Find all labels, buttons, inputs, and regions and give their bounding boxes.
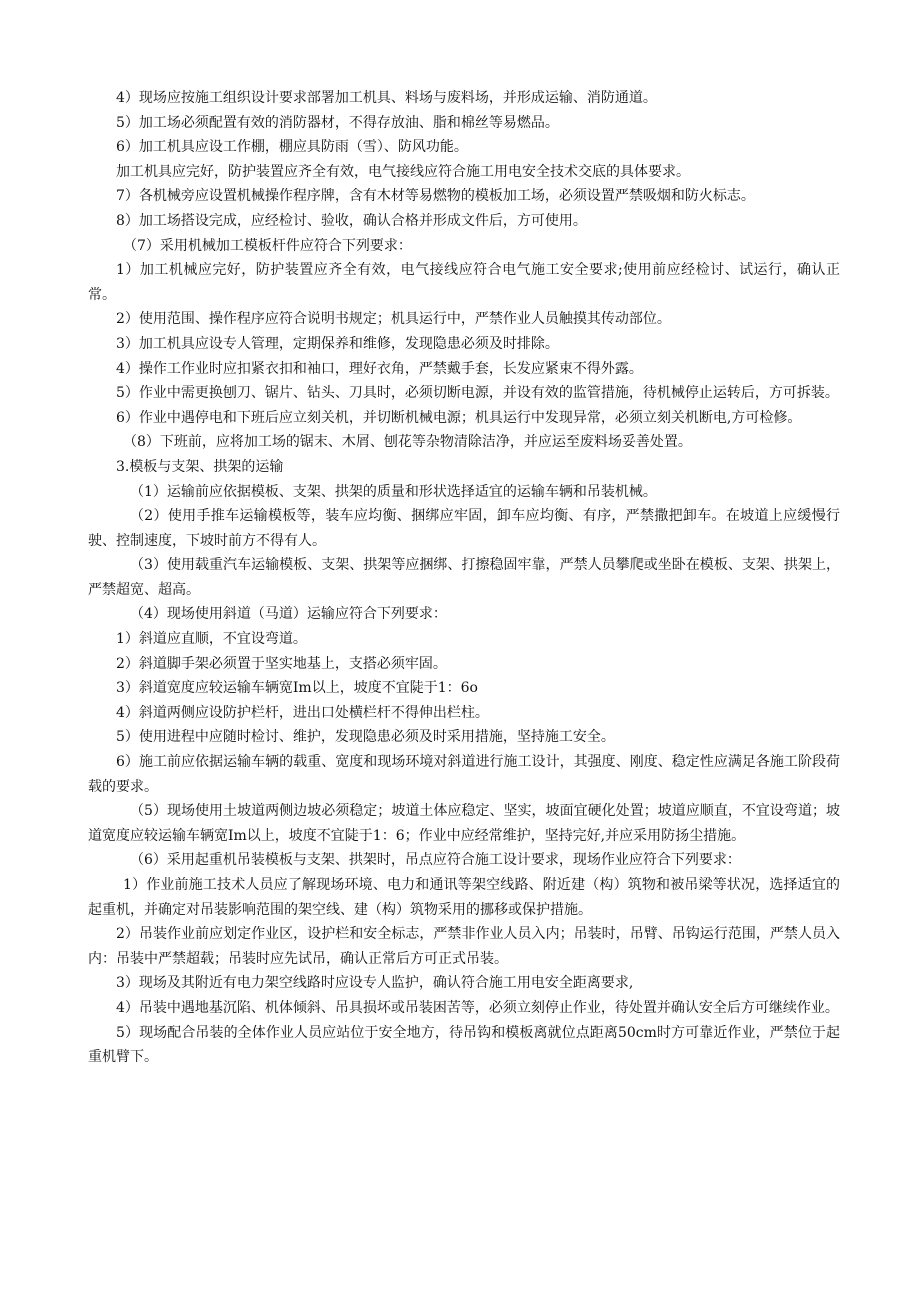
paragraph: 6）作业中遇停电和下班后应立刻关机，并切断机械电源；机具运行中发现异常，必须立刻关机断电,方可检修。 xyxy=(116,409,802,426)
paragraph: 5）使用进程中应随时检讨、维护，发现隐患必须及时采用措施，坚持施工安全。 xyxy=(116,729,615,746)
paragraph: 2）斜道脚手架必须置于坚实地基上，支搭必须牢固。 xyxy=(116,655,447,672)
paragraph: 5）加工场必须配置有效的消防器材，不得存放油、脂和棉丝等易燃品。 xyxy=(116,114,559,131)
paragraph: 4）斜道两侧应设防护栏杆，进出口处横栏杆不得伸出栏柱。 xyxy=(116,704,489,721)
paragraph: （6）采用起重机吊装模板与支架、拱架时，吊点应符合施工设计要求，现场作业应符合下列要求： xyxy=(130,852,741,869)
paragraph: 1）加工机械应完好，防护装置应齐全有效，电气接线应符合电气施工安全要求;使用前应经检讨、试运行，确认正常。 xyxy=(88,262,840,303)
paragraph: 4）吊装中遇地基沉陷、机体倾斜、吊具损坏或吊装困苦等，必须立刻停止作业，待处置并确认安全后方可继续作业。 xyxy=(116,999,839,1016)
paragraph: （7）采用机械加工模板杆件应符合下列要求： xyxy=(123,237,412,254)
paragraph: 1）斜道应直顺，不宜设弯道。 xyxy=(116,631,307,648)
paragraph: （1）运输前应依据模板、支架、拱架的质量和形状选择适宜的运输车辆和吊装机械。 xyxy=(130,483,657,500)
paragraph: （3）使用载重汽车运输模板、支架、拱架等应捆绑、打擦稳固牢靠，严禁人员攀爬或坐卧在模板、支架、拱架上，严禁超宽、超高。 xyxy=(88,557,840,598)
document-body xyxy=(88,86,840,1070)
paragraph: 5）作业中需更换刨刀、锯片、钻头、刀具时，必须切断电源，并设有效的监管措施，待机械停止运转后，方可拆装。 xyxy=(116,385,839,402)
section-heading: 3.模板与支架、拱架的运输 xyxy=(116,458,284,475)
paragraph: 3）加工机具应设专人管理，定期保养和维修，发现隐患必须及时排除。 xyxy=(116,335,559,352)
paragraph: 8）加工场搭设完成，应经检讨、验收，确认合格并形成文件后，方可使用。 xyxy=(116,212,587,229)
paragraph: （4）现场使用斜道（马道）运输应符合下列要求： xyxy=(130,606,447,623)
paragraph: 3）现场及其附近有电力架空线路时应设专人监护，确认符合施工用电安全距离要求, xyxy=(116,975,634,992)
paragraph: 2）使用范围、操作程序应符合说明书规定；机具运行中，严禁作业人员触摸其传动部位。 xyxy=(116,311,671,328)
paragraph: （8）下班前，应将加工场的锯末、木屑、刨花等杂物清除洁净，并应运至废料场妥善处置。 xyxy=(123,434,692,451)
paragraph: 5）现场配合吊装的全体作业人员应站位于安全地方，待吊钩和模板离就位点距离50cm时方可靠近作业，严禁位于起重机臂下。 xyxy=(88,1024,840,1066)
paragraph: 6）施工前应依据运输车辆的载重、宽度和现场环境对斜道进行施工设计，其强度、刚度、稳定性应满足各施工阶段荷载的要求。 xyxy=(88,754,840,795)
paragraph: 2）吊装作业前应划定作业区，设护栏和安全标志，严禁非作业人员入内；吊装时，吊臂、吊钩运行范围，严禁人员入内：吊装中严禁超载；吊装时应先试吊，确认正常后方可正式吊装。 xyxy=(88,926,840,967)
paragraph: 1）作业前施工技术人员应了解现场环境、电力和通讯等架空线路、附近建（构）筑物和被吊梁等状况，选择适宜的起重机，并确定对吊装影响范围的架空线、建（构）筑物采用的挪移或保护措施。 xyxy=(88,877,840,918)
paragraph: （5）现场使用土坡道两侧边坡必须稳定；坡道土体应稳定、坚实，坡面宜硬化处置；坡道应顺直，不宜设弯道；坡道宽度应较运输车辆宽Im以上，坡度不宜陡于1：6；作业中应经常维护，坚持完好,并应采用防扬尘措施。 xyxy=(88,803,840,844)
paragraph: 加工机具应完好，防护装置应齐全有效，电气接线应符合施工用电安全技术交底的具体要求。 xyxy=(116,163,690,180)
paragraph: 4）操作工作业时应扣紧衣扣和袖口，理好衣角，严禁戴手套，长发应紧束不得外露。 xyxy=(116,360,643,377)
paragraph: 4）现场应按施工组织设计要求部署加工机具、料场与废料场，并形成运输、消防通道。 xyxy=(116,90,657,106)
paragraph: （2）使用手推车运输模板等，装车应均衡、捆绑应牢固，卸车应均衡、有序，严禁撒把卸车。在坡道上应缓慢行驶、控制速度，下坡时前方不得有人。 xyxy=(88,508,840,549)
paragraph: 3）斜道宽度应较运输车辆宽Im以上，坡度不宜陡于1：6o xyxy=(116,680,478,697)
paragraph: 7）各机械旁应设置机械操作程序牌，含有木材等易燃物的模板加工场，必须设置严禁吸烟和防火标志。 xyxy=(116,188,755,205)
paragraph: 6）加工机具应设工作棚，棚应具防雨（雪）、防风功能。 xyxy=(116,139,468,156)
